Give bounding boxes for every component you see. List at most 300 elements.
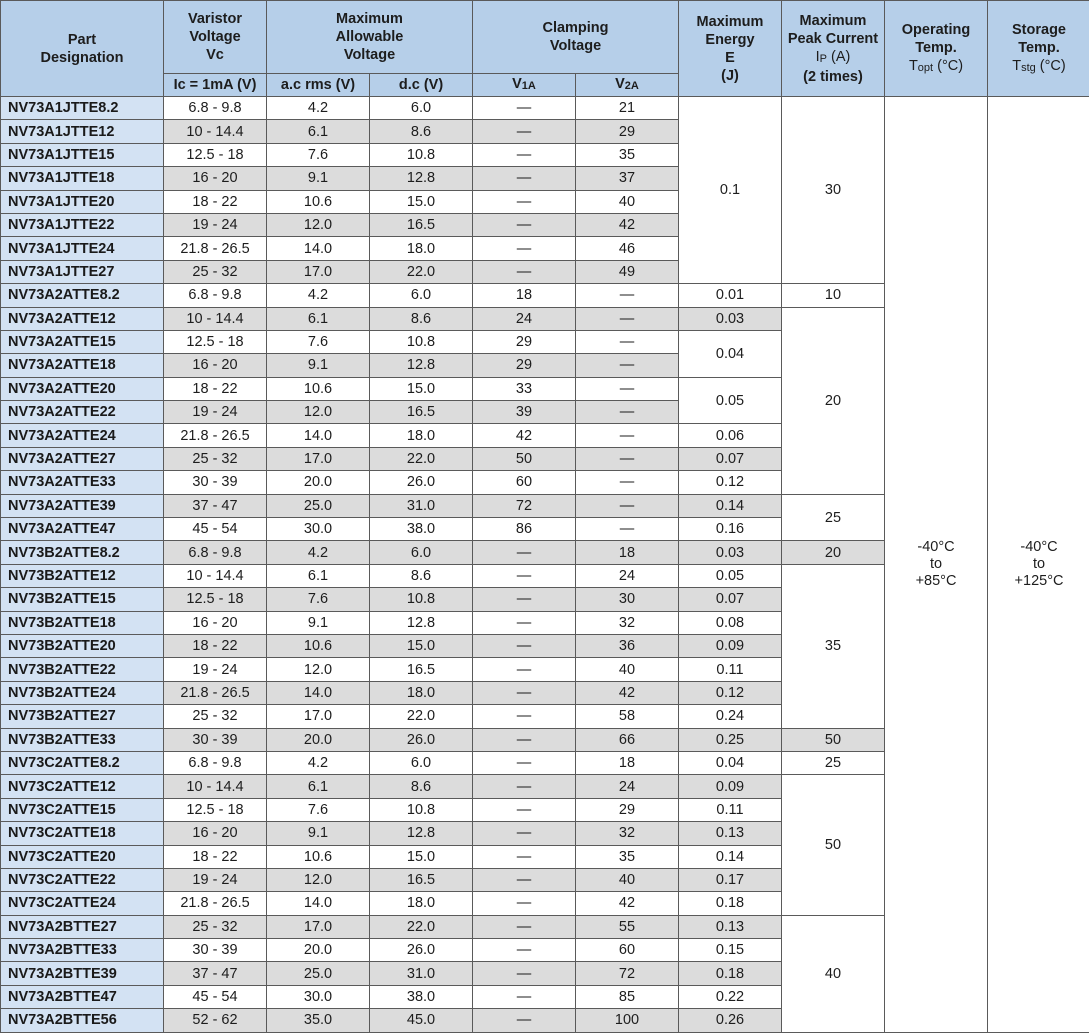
cell-part: NV73A2ATTE47 bbox=[1, 518, 164, 541]
cell-part: NV73A1JTTE22 bbox=[1, 213, 164, 236]
cell-peak-current: 25 bbox=[782, 494, 885, 541]
cell-varistor: 21.8 - 26.5 bbox=[164, 681, 267, 704]
cell-dc: 26.0 bbox=[370, 471, 473, 494]
cell-v2: — bbox=[576, 494, 679, 517]
cell-v1: 86 bbox=[473, 518, 576, 541]
cell-v1: — bbox=[473, 634, 576, 657]
cell-varistor: 6.8 - 9.8 bbox=[164, 541, 267, 564]
header-clamping-voltage: Clamping Voltage bbox=[473, 1, 679, 74]
cell-ac: 14.0 bbox=[267, 424, 370, 447]
cell-ac: 12.0 bbox=[267, 868, 370, 891]
cell-varistor: 37 - 47 bbox=[164, 494, 267, 517]
header-max-allowable-voltage: Maximum Allowable Voltage bbox=[267, 1, 473, 74]
cell-part: NV73A1JTTE8.2 bbox=[1, 97, 164, 120]
cell-v2: 24 bbox=[576, 564, 679, 587]
cell-varistor: 18 - 22 bbox=[164, 634, 267, 657]
cell-varistor: 18 - 22 bbox=[164, 377, 267, 400]
cell-dc: 8.6 bbox=[370, 564, 473, 587]
cell-v2: — bbox=[576, 518, 679, 541]
cell-peak-current: 50 bbox=[782, 728, 885, 751]
cell-ac: 35.0 bbox=[267, 1009, 370, 1032]
cell-part: NV73A1JTTE18 bbox=[1, 167, 164, 190]
cell-varistor: 45 - 54 bbox=[164, 518, 267, 541]
cell-part: NV73A2ATTE24 bbox=[1, 424, 164, 447]
cell-energy: 0.11 bbox=[679, 798, 782, 821]
cell-dc: 6.0 bbox=[370, 97, 473, 120]
cell-energy: 0.04 bbox=[679, 751, 782, 774]
cell-energy: 0.13 bbox=[679, 822, 782, 845]
cell-dc: 10.8 bbox=[370, 588, 473, 611]
cell-ac: 9.1 bbox=[267, 167, 370, 190]
cell-energy: 0.07 bbox=[679, 447, 782, 470]
cell-peak-current: 30 bbox=[782, 97, 885, 284]
cell-dc: 22.0 bbox=[370, 705, 473, 728]
cell-energy: 0.18 bbox=[679, 962, 782, 985]
cell-v1: — bbox=[473, 915, 576, 938]
cell-dc: 18.0 bbox=[370, 424, 473, 447]
cell-varistor: 12.5 - 18 bbox=[164, 143, 267, 166]
cell-varistor: 16 - 20 bbox=[164, 822, 267, 845]
cell-v1: — bbox=[473, 822, 576, 845]
cell-dc: 31.0 bbox=[370, 962, 473, 985]
cell-energy: 0.04 bbox=[679, 330, 782, 377]
cell-varistor: 18 - 22 bbox=[164, 190, 267, 213]
cell-varistor: 21.8 - 26.5 bbox=[164, 424, 267, 447]
cell-v2: 46 bbox=[576, 237, 679, 260]
cell-part: NV73A2ATTE18 bbox=[1, 354, 164, 377]
cell-energy: 0.07 bbox=[679, 588, 782, 611]
cell-energy: 0.09 bbox=[679, 634, 782, 657]
cell-v1: 50 bbox=[473, 447, 576, 470]
cell-v1: 42 bbox=[473, 424, 576, 447]
cell-part: NV73B2ATTE33 bbox=[1, 728, 164, 751]
cell-part: NV73A2BTTE33 bbox=[1, 939, 164, 962]
cell-v2: 100 bbox=[576, 1009, 679, 1032]
cell-part: NV73B2ATTE12 bbox=[1, 564, 164, 587]
cell-part: NV73C2ATTE18 bbox=[1, 822, 164, 845]
cell-dc: 15.0 bbox=[370, 845, 473, 868]
cell-v1: 39 bbox=[473, 401, 576, 424]
cell-ac: 14.0 bbox=[267, 237, 370, 260]
cell-dc: 8.6 bbox=[370, 775, 473, 798]
cell-storage-temp-line: to bbox=[1032, 555, 1046, 572]
cell-peak-current: 50 bbox=[782, 775, 885, 915]
cell-v1: — bbox=[473, 962, 576, 985]
cell-v2: — bbox=[576, 471, 679, 494]
cell-ac: 12.0 bbox=[267, 401, 370, 424]
cell-dc: 26.0 bbox=[370, 939, 473, 962]
cell-v1: — bbox=[473, 775, 576, 798]
cell-v1: — bbox=[473, 588, 576, 611]
cell-v2: — bbox=[576, 284, 679, 307]
cell-dc: 26.0 bbox=[370, 728, 473, 751]
cell-dc: 6.0 bbox=[370, 284, 473, 307]
cell-v1: — bbox=[473, 97, 576, 120]
cell-ac: 6.1 bbox=[267, 120, 370, 143]
cell-dc: 16.5 bbox=[370, 401, 473, 424]
cell-v1: 24 bbox=[473, 307, 576, 330]
cell-v2: 35 bbox=[576, 845, 679, 868]
cell-v2: 37 bbox=[576, 167, 679, 190]
cell-energy: 0.17 bbox=[679, 868, 782, 891]
header-max-peak-current: Maximum Peak Current IP (A) (2 times) bbox=[782, 1, 885, 97]
cell-varistor: 10 - 14.4 bbox=[164, 564, 267, 587]
cell-dc: 16.5 bbox=[370, 658, 473, 681]
cell-varistor: 21.8 - 26.5 bbox=[164, 237, 267, 260]
cell-dc: 18.0 bbox=[370, 892, 473, 915]
cell-v1: — bbox=[473, 143, 576, 166]
cell-ac: 20.0 bbox=[267, 728, 370, 751]
cell-v1: — bbox=[473, 985, 576, 1008]
cell-energy: 0.24 bbox=[679, 705, 782, 728]
cell-v1: — bbox=[473, 868, 576, 891]
cell-v2: 32 bbox=[576, 822, 679, 845]
header-ac-rms: a.c rms (V) bbox=[267, 74, 370, 97]
cell-part: NV73A2ATTE33 bbox=[1, 471, 164, 494]
cell-v1: — bbox=[473, 167, 576, 190]
cell-dc: 15.0 bbox=[370, 634, 473, 657]
cell-varistor: 16 - 20 bbox=[164, 354, 267, 377]
cell-varistor: 30 - 39 bbox=[164, 471, 267, 494]
cell-varistor: 6.8 - 9.8 bbox=[164, 751, 267, 774]
cell-v2: 66 bbox=[576, 728, 679, 751]
cell-dc: 38.0 bbox=[370, 518, 473, 541]
header-part-designation bbox=[1, 1, 164, 97]
cell-dc: 10.8 bbox=[370, 798, 473, 821]
cell-varistor: 12.5 - 18 bbox=[164, 798, 267, 821]
cell-dc: 12.8 bbox=[370, 167, 473, 190]
cell-dc: 10.8 bbox=[370, 330, 473, 353]
header-varistor-voltage: Varistor Voltage Vc bbox=[164, 1, 267, 74]
cell-varistor: 16 - 20 bbox=[164, 167, 267, 190]
cell-operating-temp-line: +85°C bbox=[915, 572, 957, 589]
cell-peak-current: 25 bbox=[782, 751, 885, 774]
header-part-label: Part Designation bbox=[40, 31, 124, 66]
cell-ac: 12.0 bbox=[267, 658, 370, 681]
cell-ac: 7.6 bbox=[267, 143, 370, 166]
cell-ac: 20.0 bbox=[267, 471, 370, 494]
cell-v2: 55 bbox=[576, 915, 679, 938]
cell-v2: 72 bbox=[576, 962, 679, 985]
cell-varistor: 16 - 20 bbox=[164, 611, 267, 634]
cell-v1: 60 bbox=[473, 471, 576, 494]
cell-v2: 36 bbox=[576, 634, 679, 657]
cell-energy: 0.03 bbox=[679, 307, 782, 330]
cell-part: NV73A2ATTE15 bbox=[1, 330, 164, 353]
cell-dc: 15.0 bbox=[370, 190, 473, 213]
cell-energy: 0.18 bbox=[679, 892, 782, 915]
cell-dc: 45.0 bbox=[370, 1009, 473, 1032]
cell-ac: 6.1 bbox=[267, 564, 370, 587]
cell-ac: 9.1 bbox=[267, 354, 370, 377]
cell-dc: 6.0 bbox=[370, 541, 473, 564]
cell-v2: 40 bbox=[576, 190, 679, 213]
cell-part: NV73C2ATTE22 bbox=[1, 868, 164, 891]
cell-varistor: 21.8 - 26.5 bbox=[164, 892, 267, 915]
cell-v2: 58 bbox=[576, 705, 679, 728]
cell-storage-temp-line: +125°C bbox=[1014, 572, 1064, 589]
cell-dc: 31.0 bbox=[370, 494, 473, 517]
cell-part: NV73B2ATTE22 bbox=[1, 658, 164, 681]
cell-peak-current: 20 bbox=[782, 307, 885, 494]
cell-part: NV73A1JTTE20 bbox=[1, 190, 164, 213]
cell-dc: 12.8 bbox=[370, 354, 473, 377]
cell-v2: — bbox=[576, 377, 679, 400]
cell-varistor: 45 - 54 bbox=[164, 985, 267, 1008]
header-ic-condition: Ic = 1mA (V) bbox=[164, 74, 267, 97]
cell-dc: 22.0 bbox=[370, 260, 473, 283]
cell-varistor: 10 - 14.4 bbox=[164, 307, 267, 330]
cell-dc: 6.0 bbox=[370, 751, 473, 774]
cell-v1: — bbox=[473, 728, 576, 751]
cell-varistor: 10 - 14.4 bbox=[164, 120, 267, 143]
cell-varistor: 19 - 24 bbox=[164, 213, 267, 236]
cell-v1: 29 bbox=[473, 354, 576, 377]
cell-v1: — bbox=[473, 681, 576, 704]
table-body bbox=[1, 97, 1089, 1033]
cell-energy: 0.05 bbox=[679, 564, 782, 587]
cell-varistor: 30 - 39 bbox=[164, 728, 267, 751]
table-row bbox=[1, 97, 1089, 120]
cell-v1: — bbox=[473, 260, 576, 283]
header-storage-temp: Storage Temp. Tstg (°C) bbox=[988, 1, 1089, 97]
cell-energy: 0.05 bbox=[679, 377, 782, 424]
cell-operating-temp-line: to bbox=[929, 555, 943, 572]
cell-v1: 18 bbox=[473, 284, 576, 307]
cell-energy: 0.03 bbox=[679, 541, 782, 564]
cell-part: NV73B2ATTE24 bbox=[1, 681, 164, 704]
cell-part: NV73A2ATTE8.2 bbox=[1, 284, 164, 307]
cell-ac: 6.1 bbox=[267, 775, 370, 798]
cell-v1: — bbox=[473, 120, 576, 143]
cell-part: NV73C2ATTE8.2 bbox=[1, 751, 164, 774]
cell-dc: 16.5 bbox=[370, 868, 473, 891]
cell-v2: — bbox=[576, 447, 679, 470]
cell-v2: 40 bbox=[576, 658, 679, 681]
cell-energy: 0.25 bbox=[679, 728, 782, 751]
cell-v2: — bbox=[576, 424, 679, 447]
cell-varistor: 18 - 22 bbox=[164, 845, 267, 868]
cell-dc: 38.0 bbox=[370, 985, 473, 1008]
cell-energy: 0.06 bbox=[679, 424, 782, 447]
cell-v2: 32 bbox=[576, 611, 679, 634]
cell-v1: — bbox=[473, 1009, 576, 1032]
cell-part: NV73A2BTTE39 bbox=[1, 962, 164, 985]
cell-part: NV73C2ATTE24 bbox=[1, 892, 164, 915]
cell-ac: 10.6 bbox=[267, 190, 370, 213]
cell-varistor: 19 - 24 bbox=[164, 401, 267, 424]
header-operating-temp: Operating Temp. Topt (°C) bbox=[885, 1, 988, 97]
cell-part: NV73A1JTTE27 bbox=[1, 260, 164, 283]
cell-ac: 30.0 bbox=[267, 985, 370, 1008]
cell-energy: 0.08 bbox=[679, 611, 782, 634]
cell-energy: 0.11 bbox=[679, 658, 782, 681]
header-v1a: V1A bbox=[473, 74, 576, 97]
cell-v1: — bbox=[473, 237, 576, 260]
cell-v1: 29 bbox=[473, 330, 576, 353]
cell-v1: — bbox=[473, 190, 576, 213]
cell-v1: 72 bbox=[473, 494, 576, 517]
cell-varistor: 25 - 32 bbox=[164, 915, 267, 938]
cell-ac: 10.6 bbox=[267, 634, 370, 657]
cell-energy: 0.09 bbox=[679, 775, 782, 798]
cell-varistor: 52 - 62 bbox=[164, 1009, 267, 1032]
cell-peak-current: 10 bbox=[782, 284, 885, 307]
cell-part: NV73A2BTTE27 bbox=[1, 915, 164, 938]
cell-dc: 18.0 bbox=[370, 237, 473, 260]
header-v2a: V2A bbox=[576, 74, 679, 97]
cell-varistor: 6.8 - 9.8 bbox=[164, 97, 267, 120]
cell-part: NV73A1JTTE12 bbox=[1, 120, 164, 143]
cell-varistor: 12.5 - 18 bbox=[164, 330, 267, 353]
cell-v1: — bbox=[473, 845, 576, 868]
header-max-energy: Maximum Energy E (J) bbox=[679, 1, 782, 97]
cell-storage-temp bbox=[988, 97, 1089, 1033]
cell-ac: 6.1 bbox=[267, 307, 370, 330]
cell-energy: 0.16 bbox=[679, 518, 782, 541]
cell-part: NV73A2ATTE22 bbox=[1, 401, 164, 424]
cell-energy: 0.01 bbox=[679, 284, 782, 307]
cell-ac: 25.0 bbox=[267, 494, 370, 517]
cell-ac: 7.6 bbox=[267, 798, 370, 821]
cell-operating-temp-line: -40°C bbox=[917, 538, 955, 555]
cell-v2: 40 bbox=[576, 868, 679, 891]
cell-v2: — bbox=[576, 401, 679, 424]
cell-ac: 17.0 bbox=[267, 260, 370, 283]
cell-v2: 85 bbox=[576, 985, 679, 1008]
cell-varistor: 30 - 39 bbox=[164, 939, 267, 962]
cell-v1: — bbox=[473, 541, 576, 564]
cell-varistor: 19 - 24 bbox=[164, 658, 267, 681]
cell-part: NV73B2ATTE8.2 bbox=[1, 541, 164, 564]
cell-part: NV73A2BTTE47 bbox=[1, 985, 164, 1008]
cell-part: NV73A2ATTE12 bbox=[1, 307, 164, 330]
cell-energy: 0.14 bbox=[679, 494, 782, 517]
cell-ac: 4.2 bbox=[267, 541, 370, 564]
cell-ac: 17.0 bbox=[267, 915, 370, 938]
header-dc: d.c (V) bbox=[370, 74, 473, 97]
cell-v2: 29 bbox=[576, 120, 679, 143]
cell-v1: — bbox=[473, 213, 576, 236]
cell-part: NV73B2ATTE20 bbox=[1, 634, 164, 657]
cell-v1: 33 bbox=[473, 377, 576, 400]
cell-ac: 9.1 bbox=[267, 611, 370, 634]
cell-v2: 35 bbox=[576, 143, 679, 166]
cell-ac: 4.2 bbox=[267, 97, 370, 120]
cell-dc: 15.0 bbox=[370, 377, 473, 400]
cell-v2: 60 bbox=[576, 939, 679, 962]
cell-energy: 0.12 bbox=[679, 471, 782, 494]
cell-ac: 4.2 bbox=[267, 284, 370, 307]
cell-part: NV73B2ATTE27 bbox=[1, 705, 164, 728]
cell-varistor: 25 - 32 bbox=[164, 447, 267, 470]
cell-varistor: 12.5 - 18 bbox=[164, 588, 267, 611]
cell-part: NV73C2ATTE15 bbox=[1, 798, 164, 821]
cell-part: NV73A1JTTE15 bbox=[1, 143, 164, 166]
cell-varistor: 25 - 32 bbox=[164, 260, 267, 283]
cell-ac: 7.6 bbox=[267, 330, 370, 353]
cell-v2: 21 bbox=[576, 97, 679, 120]
cell-dc: 10.8 bbox=[370, 143, 473, 166]
cell-v2: 18 bbox=[576, 751, 679, 774]
cell-varistor: 37 - 47 bbox=[164, 962, 267, 985]
cell-dc: 8.6 bbox=[370, 307, 473, 330]
cell-v2: — bbox=[576, 354, 679, 377]
cell-v2: 18 bbox=[576, 541, 679, 564]
cell-ac: 4.2 bbox=[267, 751, 370, 774]
cell-varistor: 10 - 14.4 bbox=[164, 775, 267, 798]
cell-operating-temp bbox=[885, 97, 988, 1033]
cell-v2: 24 bbox=[576, 775, 679, 798]
cell-v2: — bbox=[576, 330, 679, 353]
cell-energy: 0.15 bbox=[679, 939, 782, 962]
cell-dc: 22.0 bbox=[370, 915, 473, 938]
cell-ac: 14.0 bbox=[267, 892, 370, 915]
cell-part: NV73A2ATTE27 bbox=[1, 447, 164, 470]
cell-dc: 12.8 bbox=[370, 822, 473, 845]
cell-part: NV73A2ATTE20 bbox=[1, 377, 164, 400]
cell-v2: 42 bbox=[576, 681, 679, 704]
cell-v2: 30 bbox=[576, 588, 679, 611]
cell-ac: 20.0 bbox=[267, 939, 370, 962]
cell-v2: 49 bbox=[576, 260, 679, 283]
cell-ac: 17.0 bbox=[267, 447, 370, 470]
cell-energy: 0.22 bbox=[679, 985, 782, 1008]
cell-v1: — bbox=[473, 939, 576, 962]
cell-dc: 16.5 bbox=[370, 213, 473, 236]
cell-dc: 8.6 bbox=[370, 120, 473, 143]
cell-ac: 30.0 bbox=[267, 518, 370, 541]
cell-v1: — bbox=[473, 798, 576, 821]
cell-varistor: 25 - 32 bbox=[164, 705, 267, 728]
cell-part: NV73A1JTTE24 bbox=[1, 237, 164, 260]
cell-v1: — bbox=[473, 751, 576, 774]
cell-v2: — bbox=[576, 307, 679, 330]
cell-energy: 0.12 bbox=[679, 681, 782, 704]
cell-v2: 42 bbox=[576, 213, 679, 236]
cell-v1: — bbox=[473, 658, 576, 681]
cell-v1: — bbox=[473, 564, 576, 587]
cell-peak-current: 40 bbox=[782, 915, 885, 1032]
cell-part: NV73B2ATTE15 bbox=[1, 588, 164, 611]
cell-ac: 14.0 bbox=[267, 681, 370, 704]
cell-v2: 29 bbox=[576, 798, 679, 821]
cell-energy: 0.26 bbox=[679, 1009, 782, 1032]
cell-part: NV73A2BTTE56 bbox=[1, 1009, 164, 1032]
cell-varistor: 19 - 24 bbox=[164, 868, 267, 891]
cell-peak-current: 20 bbox=[782, 541, 885, 564]
cell-energy: 0.13 bbox=[679, 915, 782, 938]
cell-v1: — bbox=[473, 611, 576, 634]
cell-part: NV73B2ATTE18 bbox=[1, 611, 164, 634]
cell-energy: 0.14 bbox=[679, 845, 782, 868]
cell-energy: 0.1 bbox=[679, 97, 782, 284]
cell-dc: 18.0 bbox=[370, 681, 473, 704]
cell-ac: 10.6 bbox=[267, 845, 370, 868]
cell-dc: 22.0 bbox=[370, 447, 473, 470]
cell-part: NV73C2ATTE20 bbox=[1, 845, 164, 868]
cell-varistor: 6.8 - 9.8 bbox=[164, 284, 267, 307]
cell-ac: 9.1 bbox=[267, 822, 370, 845]
cell-v1: — bbox=[473, 892, 576, 915]
cell-dc: 12.8 bbox=[370, 611, 473, 634]
cell-ac: 7.6 bbox=[267, 588, 370, 611]
cell-ac: 25.0 bbox=[267, 962, 370, 985]
cell-storage-temp-line: -40°C bbox=[1020, 538, 1058, 555]
cell-ac: 12.0 bbox=[267, 213, 370, 236]
cell-ac: 10.6 bbox=[267, 377, 370, 400]
cell-ac: 17.0 bbox=[267, 705, 370, 728]
